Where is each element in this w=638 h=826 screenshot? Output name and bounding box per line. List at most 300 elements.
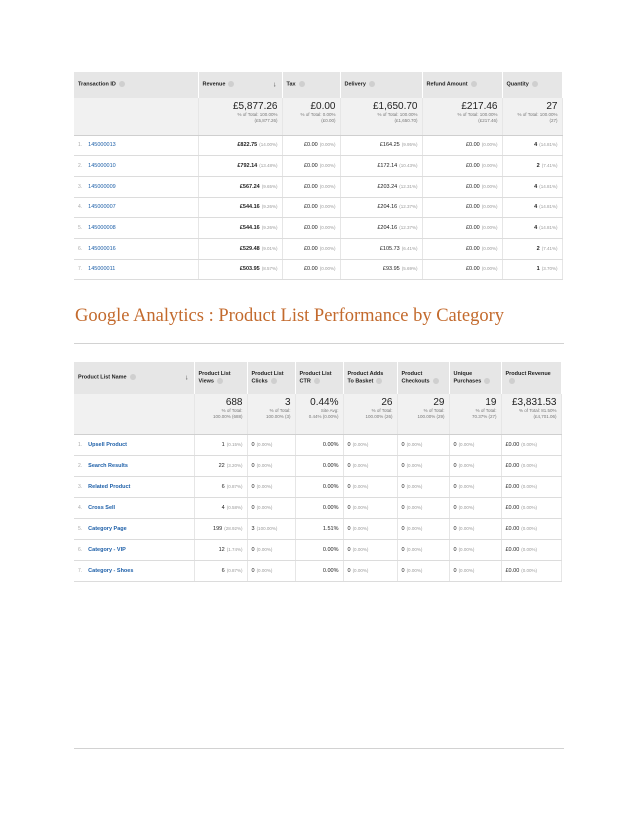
tax-value: £0.00 [303,204,318,211]
product-list-name-link[interactable]: Related Product [88,483,131,490]
clicks-value: 0 [251,462,255,469]
revenue-percent: (9.65%) [261,183,278,189]
info-icon[interactable] [369,81,375,87]
revenue-cell [198,176,282,197]
transaction-id-link[interactable]: 145000013 [88,142,116,149]
product-list-name-cell[interactable] [74,539,194,560]
row-index: 6. [78,245,83,252]
revenue-percent: (14.00%) [259,142,278,148]
revenue-percent: (13.48%) [259,163,278,169]
clicks-value: 3 [251,525,255,532]
transaction-id-link[interactable]: 145000008 [88,225,116,232]
checkouts-cell [397,476,449,497]
views-value: 1 [221,441,225,448]
total-views: 688 % of Total: 100.00% (688) [194,394,247,434]
col-header-tax[interactable]: Tax [282,72,340,98]
delivery-value: £164.25 [379,142,400,149]
table-row [74,560,561,581]
tax-value: £0.00 [303,163,318,170]
total-clicks: 3 % of Total: 100.00% (3) [247,394,295,434]
product-list-name-cell[interactable] [74,434,194,455]
views-cell [194,434,247,455]
purchases-cell [449,455,501,476]
purchases-cell [449,560,501,581]
quantity-value: 4 [534,225,538,232]
checkouts-value: 0 [401,462,405,469]
delivery-value: £105.73 [379,245,400,252]
checkouts-value: 0 [401,504,405,511]
ctr-cell [295,497,343,518]
transaction-id-cell[interactable] [74,259,198,280]
refund-cell [422,238,502,259]
product-list-name-cell[interactable] [74,455,194,476]
table-row [74,218,562,239]
delivery-cell [340,259,422,280]
quantity-percent: (14.81%) [539,204,558,210]
ctr-value: 0.00% [322,546,339,553]
quantity-percent: (7.41%) [541,245,558,251]
revenue-percent: (0.00%) [521,525,538,531]
product-list-name-link[interactable]: Category Page [88,525,127,532]
clicks-cell [247,455,295,476]
checkouts-percent: (0.00%) [406,441,423,447]
revenue-value: £0.00 [505,525,520,532]
table-row [74,497,561,518]
tax-percent: (0.00%) [319,225,336,231]
ctr-value: 0.00% [322,567,339,574]
quantity-percent: (7.41%) [541,163,558,169]
refund-cell [422,259,502,280]
checkouts-percent: (0.00%) [406,462,423,468]
adds-percent: (0.00%) [352,546,369,552]
table-row [74,197,562,218]
tax-value: £0.00 [303,245,318,252]
adds-percent: (0.00%) [352,483,369,489]
row-index: 1. [78,142,83,149]
purchases-percent: (0.00%) [458,567,475,573]
refund-percent: (0.00%) [481,245,498,251]
info-icon[interactable] [376,378,382,384]
revenue-value: £0.00 [505,504,520,511]
revenue-value: £567.24 [239,183,260,190]
revenue-percent: (0.00%) [521,483,538,489]
refund-percent: (0.00%) [481,225,498,231]
col-header-adds-to-basket[interactable]: Product Adds To Basket [343,362,397,394]
delivery-value: £203.24 [377,183,398,190]
tax-percent: (0.00%) [319,142,336,148]
total-tax: £0.00 % of Total: 0.00% (£0.00) [282,98,340,135]
total-refund: £217.46 % of Total: 100.00% (£217.46) [422,98,502,135]
adds-value: 0 [347,441,351,448]
quantity-value: 2 [536,245,540,252]
info-icon[interactable] [314,378,320,384]
revenue-value: £0.00 [505,441,520,448]
tax-cell [282,259,340,280]
purchases-cell [449,539,501,560]
revenue-cell [198,197,282,218]
row-index: 6. [78,546,83,553]
delivery-value: £204.16 [377,225,398,232]
revenue-percent: (0.00%) [521,462,538,468]
product-list-name-cell[interactable] [74,497,194,518]
revenue-percent: (9.01%) [261,245,278,251]
adds-value: 0 [347,462,351,469]
checkouts-value: 0 [401,441,405,448]
row-index: 2. [78,462,83,469]
table-row [74,539,561,560]
product-revenue-cell [501,518,561,539]
refund-cell [422,176,502,197]
product-revenue-cell [501,455,561,476]
purchases-value: 0 [453,567,457,574]
quantity-value: 4 [534,204,538,211]
revenue-cell [198,218,282,239]
divider [74,343,564,344]
ctr-cell [295,434,343,455]
delivery-value: £172.14 [377,163,398,170]
quantity-value: 4 [534,183,538,190]
revenue-value: £0.00 [505,483,520,490]
revenue-percent: (8.57%) [261,266,278,272]
views-cell [194,539,247,560]
transaction-id-cell[interactable] [74,238,198,259]
revenue-percent: (9.26%) [261,204,278,210]
refund-percent: (0.00%) [481,142,498,148]
product-list-name-link[interactable]: Category - Shoes [88,567,134,574]
product-list-name-cell[interactable] [74,560,194,581]
checkouts-value: 0 [401,567,405,574]
quantity-percent: (14.81%) [539,183,558,189]
delivery-percent: (12.37%) [399,225,418,231]
adds-cell [343,455,397,476]
table-row [74,176,562,197]
transaction-id-link[interactable]: 145000007 [88,204,116,211]
product-revenue-cell [501,497,561,518]
revenue-cell [198,135,282,156]
delivery-value: £204.16 [377,204,398,211]
product-revenue-cell [501,476,561,497]
table-row [74,259,562,280]
purchases-value: 0 [453,546,457,553]
delivery-cell [340,156,422,177]
clicks-percent: (0.00%) [256,567,273,573]
purchases-percent: (0.00%) [458,441,475,447]
checkouts-percent: (0.00%) [406,546,423,552]
refund-value: £0.00 [465,245,480,252]
delivery-percent: (12.37%) [399,204,418,210]
clicks-cell [247,497,295,518]
adds-cell [343,434,397,455]
row-index: 4. [78,504,83,511]
revenue-percent: (9.26%) [261,225,278,231]
transaction-id-cell[interactable] [74,197,198,218]
adds-value: 0 [347,525,351,532]
clicks-percent: (100.00%) [256,525,278,531]
refund-value: £0.00 [465,183,480,190]
product-list-name-cell[interactable] [74,518,194,539]
tax-value: £0.00 [303,183,318,190]
views-value: 22 [218,462,225,469]
purchases-value: 0 [453,441,457,448]
info-icon[interactable] [532,81,538,87]
divider [74,748,564,749]
row-index: 2. [78,163,83,170]
purchases-percent: (0.00%) [458,483,475,489]
delivery-percent: (5.69%) [401,266,418,272]
table-header-row [74,72,562,98]
purchases-cell [449,434,501,455]
purchases-value: 0 [453,504,457,511]
purchases-cell [449,518,501,539]
adds-cell [343,476,397,497]
table-header-row [74,362,561,394]
quantity-cell [502,259,562,280]
row-index: 4. [78,204,83,211]
info-icon[interactable] [130,374,136,380]
product-list-name-link[interactable]: Search Results [88,462,128,469]
views-cell [194,560,247,581]
section-heading: Google Analytics : Product List Performance by Category [75,306,505,326]
checkouts-cell [397,539,449,560]
adds-value: 0 [347,567,351,574]
col-header-clicks[interactable]: Product List Clicks [247,362,295,394]
product-list-table [74,362,562,582]
col-header-revenue[interactable]: Revenue ↓ [198,72,282,98]
refund-cell [422,135,502,156]
transaction-id-link[interactable]: 145000011 [88,266,116,273]
purchases-percent: (0.00%) [458,504,475,510]
delivery-cell [340,197,422,218]
transaction-id-cell[interactable] [74,218,198,239]
quantity-value: 2 [536,163,540,170]
views-percent: (3.20%) [226,462,243,468]
revenue-percent: (0.00%) [521,567,538,573]
info-icon[interactable] [471,81,477,87]
revenue-value: £822.75 [237,142,258,149]
tax-cell [282,176,340,197]
col-header-refund-amount[interactable]: Refund Amount [422,72,502,98]
tax-value: £0.00 [303,142,318,149]
refund-value: £0.00 [465,266,480,273]
purchases-value: 0 [453,483,457,490]
delivery-percent: (12.31%) [399,183,418,189]
sort-desc-icon[interactable]: ↓ [273,81,277,89]
col-header-quantity[interactable]: Quantity [502,72,562,98]
adds-cell [343,497,397,518]
refund-value: £0.00 [465,142,480,149]
delivery-cell [340,176,422,197]
tax-cell [282,135,340,156]
purchases-value: 0 [453,525,457,532]
tax-cell [282,238,340,259]
ctr-cell [295,518,343,539]
product-list-name-cell[interactable] [74,476,194,497]
adds-cell [343,518,397,539]
info-icon[interactable] [484,378,490,384]
adds-cell [343,539,397,560]
ctr-value: 0.00% [322,441,339,448]
revenue-value: £0.00 [505,567,520,574]
adds-percent: (0.00%) [352,567,369,573]
info-icon[interactable] [433,378,439,384]
checkouts-percent: (0.00%) [406,567,423,573]
table-row [74,476,561,497]
col-header-checkouts[interactable]: Product Checkouts [397,362,449,394]
clicks-cell [247,539,295,560]
revenue-percent: (0.00%) [521,441,538,447]
adds-percent: (0.00%) [352,441,369,447]
adds-percent: (0.00%) [352,462,369,468]
clicks-percent: (0.00%) [256,441,273,447]
clicks-cell [247,476,295,497]
info-icon[interactable] [299,81,305,87]
views-percent: (0.87%) [226,483,243,489]
revenue-value: £0.00 [505,546,520,553]
col-header-transaction-id[interactable]: Transaction ID [74,72,198,98]
col-header-views[interactable]: Product List Views [194,362,247,394]
transaction-id-link[interactable]: 145000009 [88,183,116,190]
transaction-id-cell[interactable] [74,135,198,156]
views-value: 6 [221,483,225,490]
total-ctr: 0.44% Site Avg: 0.44% (0.00%) [295,394,343,434]
col-header-ctr[interactable]: Product List CTR [295,362,343,394]
product-revenue-cell [501,434,561,455]
delivery-cell [340,135,422,156]
adds-value: 0 [347,504,351,511]
views-value: 12 [218,546,225,553]
purchases-cell [449,476,501,497]
views-percent: (0.15%) [226,441,243,447]
views-percent: (28.92%) [224,525,243,531]
checkouts-percent: (0.00%) [406,525,423,531]
checkouts-value: 0 [401,546,405,553]
info-icon[interactable] [228,81,234,87]
clicks-percent: (0.00%) [256,483,273,489]
refund-percent: (0.00%) [481,183,498,189]
tax-percent: (0.00%) [319,183,336,189]
delivery-percent: (9.95%) [401,142,418,148]
revenue-percent: (0.00%) [521,504,538,510]
totals-label-cell [74,98,198,135]
product-list-name-link[interactable]: Cross Sell [88,504,116,511]
ctr-value: 0.00% [322,462,339,469]
quantity-cell [502,176,562,197]
product-list-name-link[interactable]: Upsell Product [88,441,127,448]
views-value: 6 [221,567,225,574]
revenue-value: £544.16 [239,225,260,232]
revenue-cell [198,238,282,259]
transactions-table [74,72,563,280]
adds-cell [343,560,397,581]
adds-value: 0 [347,483,351,490]
clicks-cell [247,560,295,581]
quantity-cell [502,238,562,259]
refund-cell [422,218,502,239]
purchases-percent: (0.00%) [458,525,475,531]
views-percent: (1.74%) [226,546,243,552]
info-icon[interactable] [217,378,223,384]
delivery-percent: (10.43%) [399,163,418,169]
quantity-value: 1 [536,266,540,273]
row-index: 5. [78,225,83,232]
views-cell [194,518,247,539]
adds-percent: (0.00%) [352,504,369,510]
row-index: 3. [78,183,83,190]
tax-percent: (0.00%) [319,266,336,272]
col-header-product-revenue[interactable]: Product Revenue [501,362,561,394]
purchases-value: 0 [453,462,457,469]
revenue-value: £0.00 [505,462,520,469]
checkouts-value: 0 [401,483,405,490]
sort-desc-icon[interactable]: ↓ [185,374,189,382]
checkouts-cell [397,560,449,581]
quantity-percent: (3.70%) [541,266,558,272]
clicks-value: 0 [251,441,255,448]
checkouts-percent: (0.00%) [406,483,423,489]
tax-percent: (0.00%) [319,163,336,169]
revenue-value: £792.14 [237,163,258,170]
row-index: 3. [78,483,83,490]
views-percent: (0.58%) [226,504,243,510]
ctr-cell [295,476,343,497]
tax-value: £0.00 [303,266,318,273]
refund-percent: (0.00%) [481,266,498,272]
tax-cell [282,156,340,177]
product-revenue-cell [501,539,561,560]
row-index: 7. [78,266,83,273]
views-cell [194,497,247,518]
ctr-value: 1.51% [322,525,339,532]
total-checkouts: 29 % of Total: 100.00% (29) [397,394,449,434]
totals-row [74,394,561,434]
info-icon[interactable] [271,378,277,384]
table-row [74,135,562,156]
checkouts-cell [397,518,449,539]
checkouts-percent: (0.00%) [406,504,423,510]
transaction-id-cell[interactable] [74,156,198,177]
info-icon[interactable] [509,378,515,384]
clicks-value: 0 [251,546,255,553]
refund-cell [422,156,502,177]
checkouts-cell [397,455,449,476]
transaction-id-link[interactable]: 145000010 [88,163,116,170]
table-row [74,455,561,476]
refund-percent: (0.00%) [481,163,498,169]
product-list-name-link[interactable]: Category - VIP [88,546,126,553]
total-adds: 26 % of Total: 100.00% (26) [343,394,397,434]
total-product-revenue: £3,831.53 % of Total: 81.50% (£4,701.06) [501,394,561,434]
col-header-delivery[interactable]: Delivery [340,72,422,98]
total-quantity: 27 % of Total: 100.00% (27) [502,98,562,135]
delivery-cell [340,218,422,239]
revenue-value: £503.95 [239,266,260,273]
delivery-percent: (6.41%) [401,245,418,251]
clicks-percent: (0.00%) [256,546,273,552]
table-row [74,434,561,455]
row-index: 1. [78,441,83,448]
views-cell [194,455,247,476]
total-delivery: £1,650.70 % of Total: 100.00% (£1,650.70) [340,98,422,135]
views-percent: (0.87%) [226,567,243,573]
refund-value: £0.00 [465,163,480,170]
col-header-unique-purchases[interactable]: Unique Purchases [449,362,501,394]
transaction-id-cell[interactable] [74,176,198,197]
transaction-id-link[interactable]: 145000016 [88,245,116,252]
col-header-product-list-name[interactable]: Product List Name ↓ [74,362,194,394]
row-index: 5. [78,525,83,532]
clicks-percent: (0.00%) [256,462,273,468]
info-icon[interactable] [119,81,125,87]
